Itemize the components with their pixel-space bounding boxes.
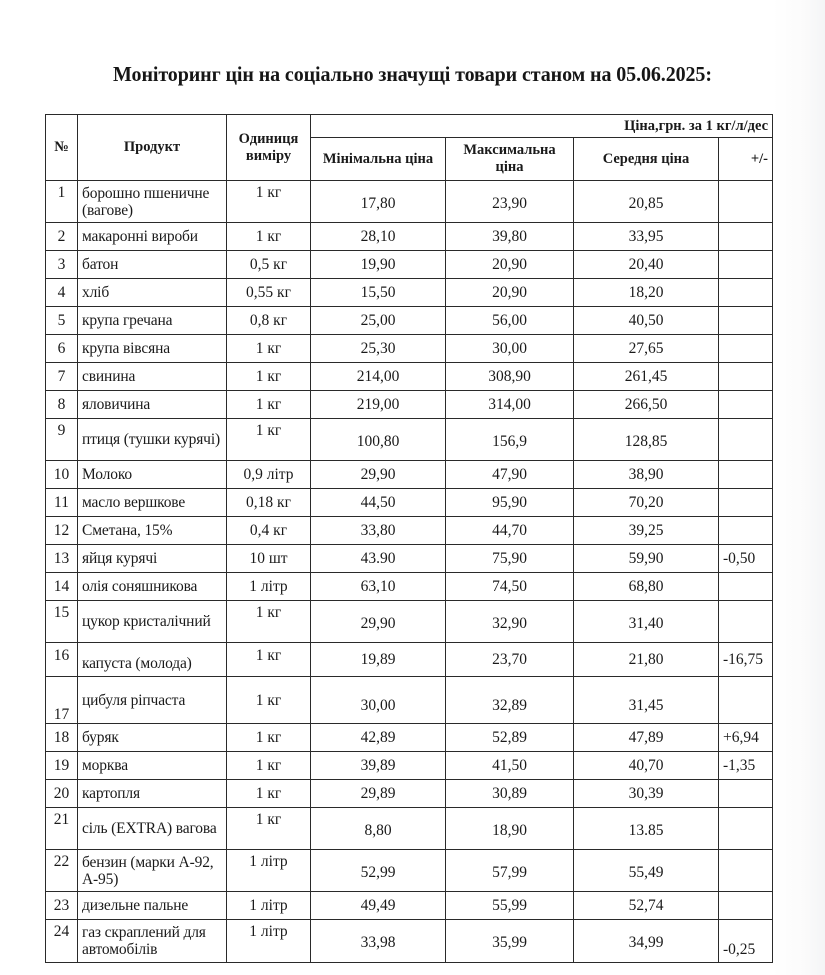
row-min-price: 100,80: [311, 419, 446, 461]
row-max-price: 20,90: [446, 279, 574, 307]
row-product: газ скраплений для автомобілів: [78, 920, 227, 963]
row-number: 8: [46, 391, 78, 419]
row-number: 7: [46, 363, 78, 391]
row-avg-price: 18,20: [574, 279, 719, 307]
row-change: -0,25: [719, 920, 773, 963]
table-row: [46, 573, 773, 601]
row-max-price: 57,99: [446, 850, 574, 892]
row-product: яйця курячі: [78, 545, 227, 573]
row-product: капуста (молода): [78, 643, 227, 677]
table-row: [46, 892, 773, 920]
row-avg-price: 20,85: [574, 181, 719, 223]
row-max-price: 55,99: [446, 892, 574, 920]
row-avg-price: 33,95: [574, 223, 719, 251]
row-product: борошно пшеничне (вагове): [78, 181, 227, 223]
row-max-price: 18,90: [446, 808, 574, 850]
row-unit: 1 кг: [227, 780, 311, 808]
table-row: [46, 850, 773, 892]
row-min-price: 42,89: [311, 724, 446, 752]
row-product: Сметана, 15%: [78, 517, 227, 545]
row-min-price: 39,89: [311, 752, 446, 780]
row-avg-price: 13.85: [574, 808, 719, 850]
row-change: [719, 391, 773, 419]
row-change: [719, 279, 773, 307]
row-number: 16: [46, 643, 78, 677]
row-avg-price: 40,70: [574, 752, 719, 780]
row-number: 2: [46, 223, 78, 251]
table-row: [46, 461, 773, 489]
row-avg-price: 31,40: [574, 601, 719, 643]
row-avg-price: 70,20: [574, 489, 719, 517]
row-avg-price: 68,80: [574, 573, 719, 601]
row-max-price: 30,89: [446, 780, 574, 808]
table-row: [46, 920, 773, 963]
row-change: -0,50: [719, 545, 773, 573]
row-unit: 1 кг: [227, 643, 311, 677]
header-price-group: Ціна,грн. за 1 кг/л/дес: [311, 115, 773, 138]
row-number: 10: [46, 461, 78, 489]
header-max-price: Максимальна ціна: [446, 138, 574, 181]
header-min-price: Мінімальна ціна: [311, 138, 446, 181]
row-avg-price: 261,45: [574, 363, 719, 391]
row-unit: 1 кг: [227, 808, 311, 850]
row-change: [719, 489, 773, 517]
table-row: [46, 489, 773, 517]
row-min-price: 30,00: [311, 677, 446, 724]
row-max-price: 32,90: [446, 601, 574, 643]
row-change: -1,35: [719, 752, 773, 780]
row-unit: 1 літр: [227, 892, 311, 920]
row-number: 11: [46, 489, 78, 517]
row-max-price: 314,00: [446, 391, 574, 419]
table-row: [46, 808, 773, 850]
row-min-price: 214,00: [311, 363, 446, 391]
table-row: [46, 181, 773, 223]
row-min-price: 29,89: [311, 780, 446, 808]
row-max-price: 20,90: [446, 251, 574, 279]
row-max-price: 47,90: [446, 461, 574, 489]
row-unit: 0,4 кг: [227, 517, 311, 545]
table-header: [46, 115, 773, 181]
row-unit: 1 кг: [227, 391, 311, 419]
row-avg-price: 266,50: [574, 391, 719, 419]
row-avg-price: 20,40: [574, 251, 719, 279]
row-unit: 1 кг: [227, 363, 311, 391]
table-row: [46, 780, 773, 808]
row-number: 22: [46, 850, 78, 892]
row-unit: 1 кг: [227, 419, 311, 461]
row-unit: 1 кг: [227, 752, 311, 780]
row-change: [719, 517, 773, 545]
row-avg-price: 55,49: [574, 850, 719, 892]
row-avg-price: 34,99: [574, 920, 719, 963]
row-max-price: 52,89: [446, 724, 574, 752]
header-product: Продукт: [78, 115, 227, 181]
row-product: птиця (тушки курячі): [78, 419, 227, 461]
row-product: сіль (EXTRA) вагова: [78, 808, 227, 850]
row-unit: 0,55 кг: [227, 279, 311, 307]
row-max-price: 23,70: [446, 643, 574, 677]
row-max-price: 44,70: [446, 517, 574, 545]
row-product: крупа гречана: [78, 307, 227, 335]
row-min-price: 25,00: [311, 307, 446, 335]
row-min-price: 52,99: [311, 850, 446, 892]
row-avg-price: 30,39: [574, 780, 719, 808]
row-number: 4: [46, 279, 78, 307]
row-product: морква: [78, 752, 227, 780]
row-min-price: 33,98: [311, 920, 446, 963]
row-number: 1: [46, 181, 78, 223]
row-number: 19: [46, 752, 78, 780]
row-product: Молоко: [78, 461, 227, 489]
row-change: [719, 677, 773, 724]
row-max-price: 35,99: [446, 920, 574, 963]
row-change: [719, 808, 773, 850]
row-number: 5: [46, 307, 78, 335]
row-change: [719, 892, 773, 920]
row-avg-price: 40,50: [574, 307, 719, 335]
table-row: [46, 223, 773, 251]
row-product: картопля: [78, 780, 227, 808]
row-number: 20: [46, 780, 78, 808]
row-change: [719, 780, 773, 808]
row-number: 17: [46, 677, 78, 724]
row-number: 24: [46, 920, 78, 963]
row-max-price: 308,90: [446, 363, 574, 391]
row-unit: 1 літр: [227, 920, 311, 963]
row-avg-price: 31,45: [574, 677, 719, 724]
row-min-price: 44,50: [311, 489, 446, 517]
row-number: 13: [46, 545, 78, 573]
header-number: №: [46, 115, 78, 181]
row-product: дизельне пальне: [78, 892, 227, 920]
row-min-price: 43.90: [311, 545, 446, 573]
price-monitoring-table: [45, 114, 773, 963]
table-row: [46, 724, 773, 752]
table-row: [46, 643, 773, 677]
table-row: [46, 335, 773, 363]
row-unit: 1 кг: [227, 335, 311, 363]
row-product: цукор кристалічний: [78, 601, 227, 643]
row-change: [719, 573, 773, 601]
row-change: [719, 181, 773, 223]
row-product: олія соняшникова: [78, 573, 227, 601]
table-row: [46, 307, 773, 335]
row-min-price: 63,10: [311, 573, 446, 601]
row-number: 9: [46, 419, 78, 461]
row-change: [719, 363, 773, 391]
row-number: 12: [46, 517, 78, 545]
row-unit: 0,18 кг: [227, 489, 311, 517]
row-number: 23: [46, 892, 78, 920]
row-min-price: 49,49: [311, 892, 446, 920]
table-row: [46, 601, 773, 643]
row-product: яловичина: [78, 391, 227, 419]
row-max-price: 32,89: [446, 677, 574, 724]
row-number: 15: [46, 601, 78, 643]
row-min-price: 29,90: [311, 461, 446, 489]
row-unit: 1 літр: [227, 573, 311, 601]
row-avg-price: 52,74: [574, 892, 719, 920]
row-number: 14: [46, 573, 78, 601]
row-unit: 0,9 літр: [227, 461, 311, 489]
row-product: буряк: [78, 724, 227, 752]
table-row: [46, 545, 773, 573]
row-change: [719, 307, 773, 335]
row-number: 3: [46, 251, 78, 279]
table-row: [46, 752, 773, 780]
row-unit: 1 кг: [227, 223, 311, 251]
row-max-price: 156,9: [446, 419, 574, 461]
row-avg-price: 128,85: [574, 419, 719, 461]
row-change: [719, 461, 773, 489]
row-avg-price: 47,89: [574, 724, 719, 752]
row-change: +6,94: [719, 724, 773, 752]
row-unit: 1 кг: [227, 724, 311, 752]
row-avg-price: 38,90: [574, 461, 719, 489]
row-product: масло вершкове: [78, 489, 227, 517]
row-min-price: 29,90: [311, 601, 446, 643]
row-min-price: 15,50: [311, 279, 446, 307]
row-number: 6: [46, 335, 78, 363]
header-unit: Одиниця виміру: [227, 115, 311, 181]
table-row: [46, 363, 773, 391]
row-max-price: 41,50: [446, 752, 574, 780]
table-row: [46, 677, 773, 724]
row-unit: 0,5 кг: [227, 251, 311, 279]
row-min-price: 19,90: [311, 251, 446, 279]
row-unit: 10 шт: [227, 545, 311, 573]
row-unit: 1 літр: [227, 850, 311, 892]
scan-page-edge: [773, 0, 825, 975]
row-unit: 0,8 кг: [227, 307, 311, 335]
row-change: [719, 223, 773, 251]
row-min-price: 28,10: [311, 223, 446, 251]
row-max-price: 95,90: [446, 489, 574, 517]
row-max-price: 74,50: [446, 573, 574, 601]
row-product: цибуля ріпчаста: [78, 677, 227, 724]
row-avg-price: 39,25: [574, 517, 719, 545]
table-row: [46, 419, 773, 461]
document-title: Моніторинг цін на соціально значущі товари станом на 05.06.2025:: [113, 62, 712, 86]
table-row: [46, 391, 773, 419]
row-product: свинина: [78, 363, 227, 391]
row-change: [719, 850, 773, 892]
row-number: 21: [46, 808, 78, 850]
header-avg-price: Середня ціна: [574, 138, 719, 181]
table-row: [46, 251, 773, 279]
table-row: [46, 279, 773, 307]
row-avg-price: 27,65: [574, 335, 719, 363]
row-unit: 1 кг: [227, 181, 311, 223]
row-product: крупа вівсяна: [78, 335, 227, 363]
row-change: [719, 335, 773, 363]
row-max-price: 30,00: [446, 335, 574, 363]
row-change: -16,75: [719, 643, 773, 677]
row-unit: 1 кг: [227, 601, 311, 643]
row-min-price: 17,80: [311, 181, 446, 223]
row-max-price: 75,90: [446, 545, 574, 573]
row-min-price: 219,00: [311, 391, 446, 419]
row-product: бензин (марки А-92, А-95): [78, 850, 227, 892]
header-change: +/-: [719, 138, 773, 181]
row-change: [719, 419, 773, 461]
row-product: батон: [78, 251, 227, 279]
row-product: хліб: [78, 279, 227, 307]
row-unit: 1 кг: [227, 677, 311, 724]
row-min-price: 19,89: [311, 643, 446, 677]
row-avg-price: 59,90: [574, 545, 719, 573]
row-max-price: 56,00: [446, 307, 574, 335]
row-max-price: 23,90: [446, 181, 574, 223]
table-body: [46, 181, 773, 963]
row-min-price: 25,30: [311, 335, 446, 363]
row-max-price: 39,80: [446, 223, 574, 251]
row-min-price: 8,80: [311, 808, 446, 850]
row-product: макаронні вироби: [78, 223, 227, 251]
row-min-price: 33,80: [311, 517, 446, 545]
row-number: 18: [46, 724, 78, 752]
table-row: [46, 517, 773, 545]
row-change: [719, 251, 773, 279]
row-avg-price: 21,80: [574, 643, 719, 677]
row-change: [719, 601, 773, 643]
